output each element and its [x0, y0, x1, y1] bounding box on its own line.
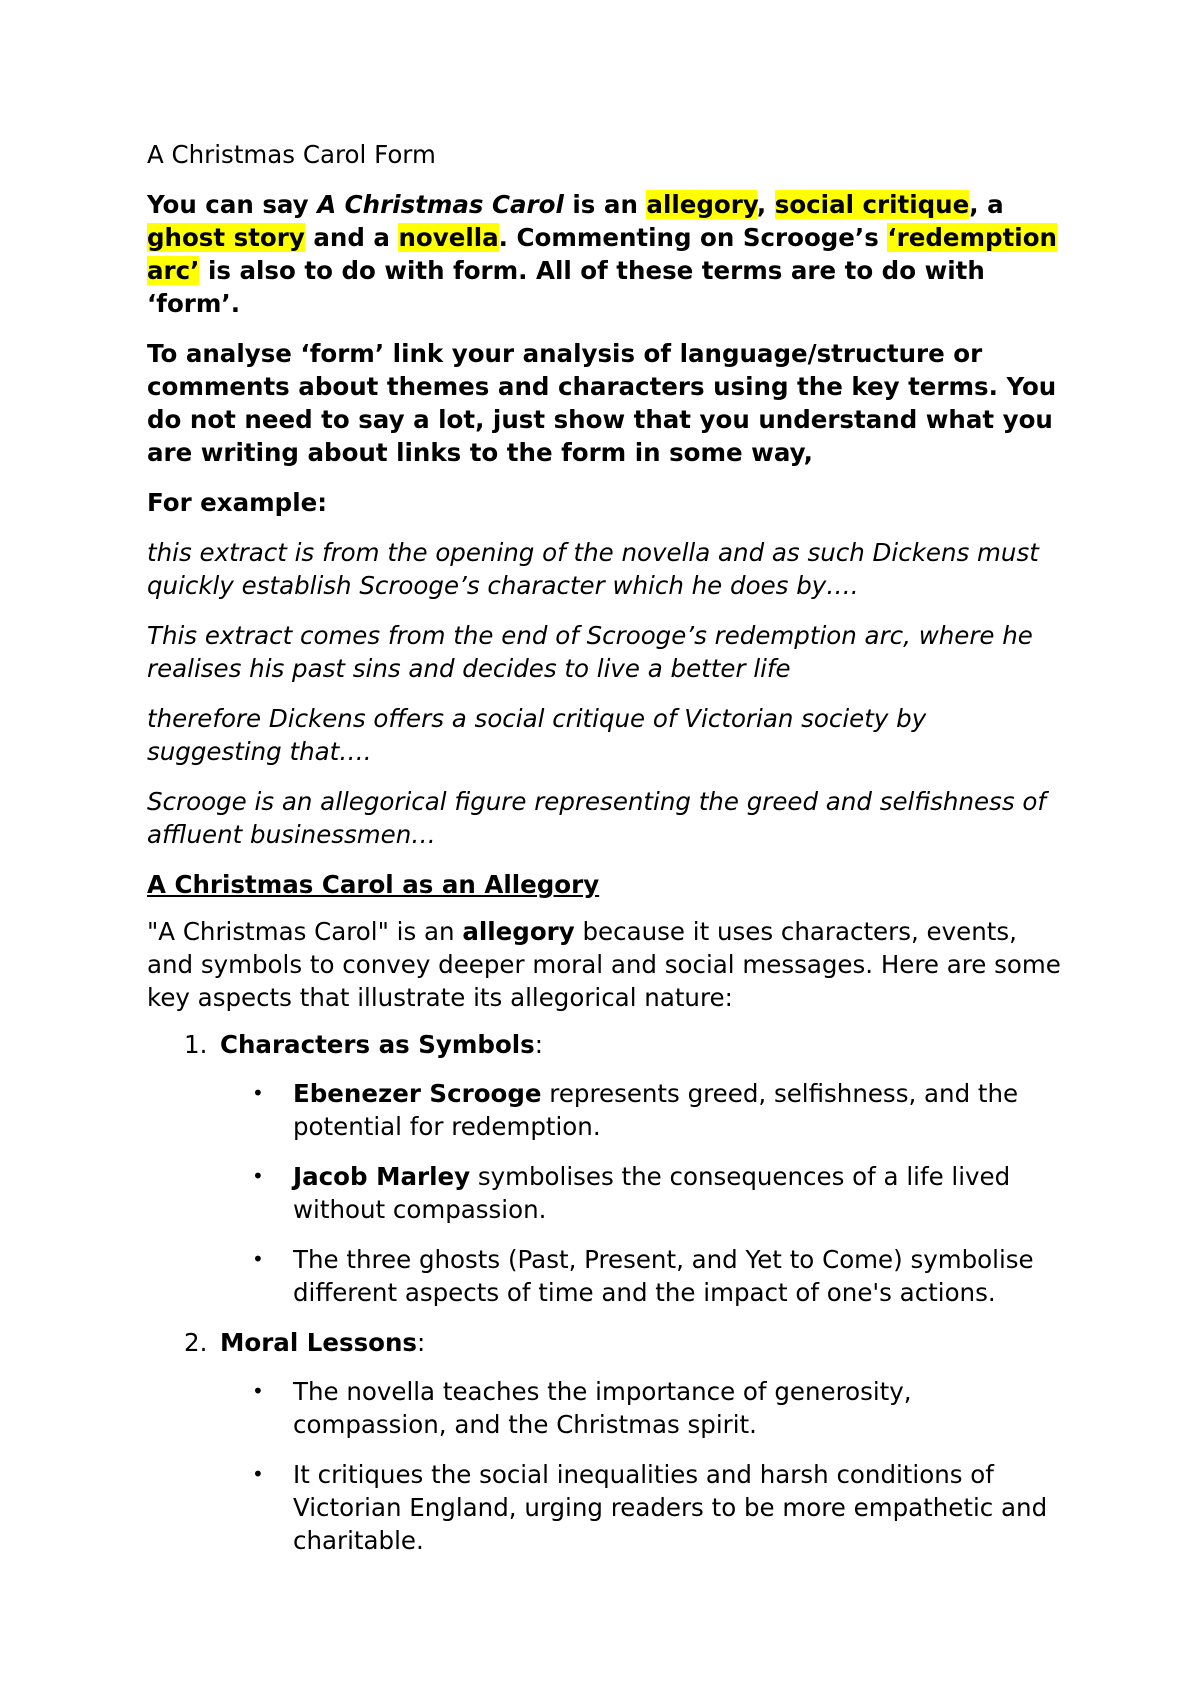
text-run: ,: [756, 190, 775, 219]
text-run: . Commenting on Scrooge’s: [498, 223, 888, 252]
document-page: [147, 138, 1067, 1574]
bold-run: Ebenezer Scrooge: [293, 1079, 542, 1108]
analyse-form-paragraph: To analyse ‘form’ link your analysis of language/structure or comments about themes and characters using the key terms. You do not need to say a lot, just show that you understand what you are writing about links to the form in some way,: [147, 339, 1057, 467]
bullet-list: [220, 1375, 1067, 1557]
text-run: symbolises the consequences of a life lived without compassion.: [293, 1162, 1011, 1224]
text-run: The three ghosts (Past, Present, and Yet to Come) symbolise different aspects of time and the impact of one's actions.: [293, 1245, 1034, 1307]
bullet-icon: •: [252, 1247, 264, 1271]
bullet-list-item: [220, 1458, 1067, 1557]
allegory-intro-paragraph: [147, 915, 1067, 1014]
example-sentence: Scrooge is an allegorical figure representing the greed and selfishness of affluent businessmen…: [147, 787, 1046, 849]
list-item-heading: Moral Lessons: [220, 1328, 418, 1357]
text-run: , a: [969, 190, 1004, 219]
text-run: You can say: [147, 190, 318, 219]
text-run: "A Christmas Carol" is an: [147, 917, 463, 946]
text-run: It critiques the social inequalities and harsh conditions of Victorian England, urging readers to be more empathetic and charitable.: [293, 1460, 1048, 1555]
bullet-icon: •: [252, 1081, 264, 1105]
bullet-icon: •: [252, 1164, 264, 1188]
list-number: 1.: [184, 1030, 208, 1059]
bullet-list-item: [220, 1077, 1067, 1143]
text-run: :: [534, 1030, 544, 1059]
numbered-list: [147, 1028, 1067, 1557]
list-item-heading: Characters as Symbols: [220, 1030, 535, 1059]
text-run: The novella teaches the importance of generosity, compassion, and the Christmas spirit.: [293, 1377, 912, 1439]
bullet-list-item: [220, 1160, 1067, 1226]
italic-title-run: A Christmas Carol: [317, 190, 564, 219]
highlight-allegory: allegory: [646, 190, 757, 219]
bullet-icon: •: [252, 1462, 264, 1486]
example-sentence: This extract comes from the end of Scrooge’s redemption arc, where he realises his past sins and decides to live a better life: [147, 621, 1033, 683]
text-run: represents greed, selfishness, and the potential for redemption.: [293, 1079, 1019, 1141]
highlight-redemption-arc: ‘redemption arc’: [147, 223, 1057, 285]
bullet-list-item: [220, 1243, 1067, 1309]
example-sentence: this extract is from the opening of the novella and as such Dickens must quickly establish Scrooge’s character which he does by….: [147, 538, 1039, 600]
example-sentence: therefore Dickens offers a social critique of Victorian society by suggesting that….: [147, 704, 927, 766]
bold-run: allegory: [462, 917, 575, 946]
text-run: is an: [563, 190, 647, 219]
numbered-list-item: [147, 1028, 1067, 1309]
for-example-label: For example:: [147, 488, 328, 517]
list-number: 2.: [184, 1328, 208, 1357]
text-run: is also to do with form. All of these terms are to do with ‘form’.: [147, 256, 985, 318]
document-title: A Christmas Carol Form: [147, 140, 436, 169]
text-run: :: [417, 1328, 426, 1357]
highlight-social-critique: social critique: [774, 190, 970, 219]
text-run: and a: [304, 223, 399, 252]
text-run: because it uses characters, events, and symbols to convey deeper moral and social messages. Here are some key aspects that illustrate its allegorical nature:: [147, 917, 1061, 1012]
section-heading: A Christmas Carol as an Allegory: [147, 870, 600, 899]
bullet-list-item: [220, 1375, 1067, 1441]
numbered-list-item: [147, 1326, 1067, 1557]
form-terms-paragraph: [147, 188, 1067, 320]
highlight-novella: novella: [398, 223, 499, 252]
highlight-ghost-story: ghost story: [147, 223, 305, 252]
bold-run: Jacob Marley: [293, 1162, 471, 1191]
bullet-icon: •: [252, 1379, 264, 1403]
bullet-list: [220, 1077, 1067, 1309]
